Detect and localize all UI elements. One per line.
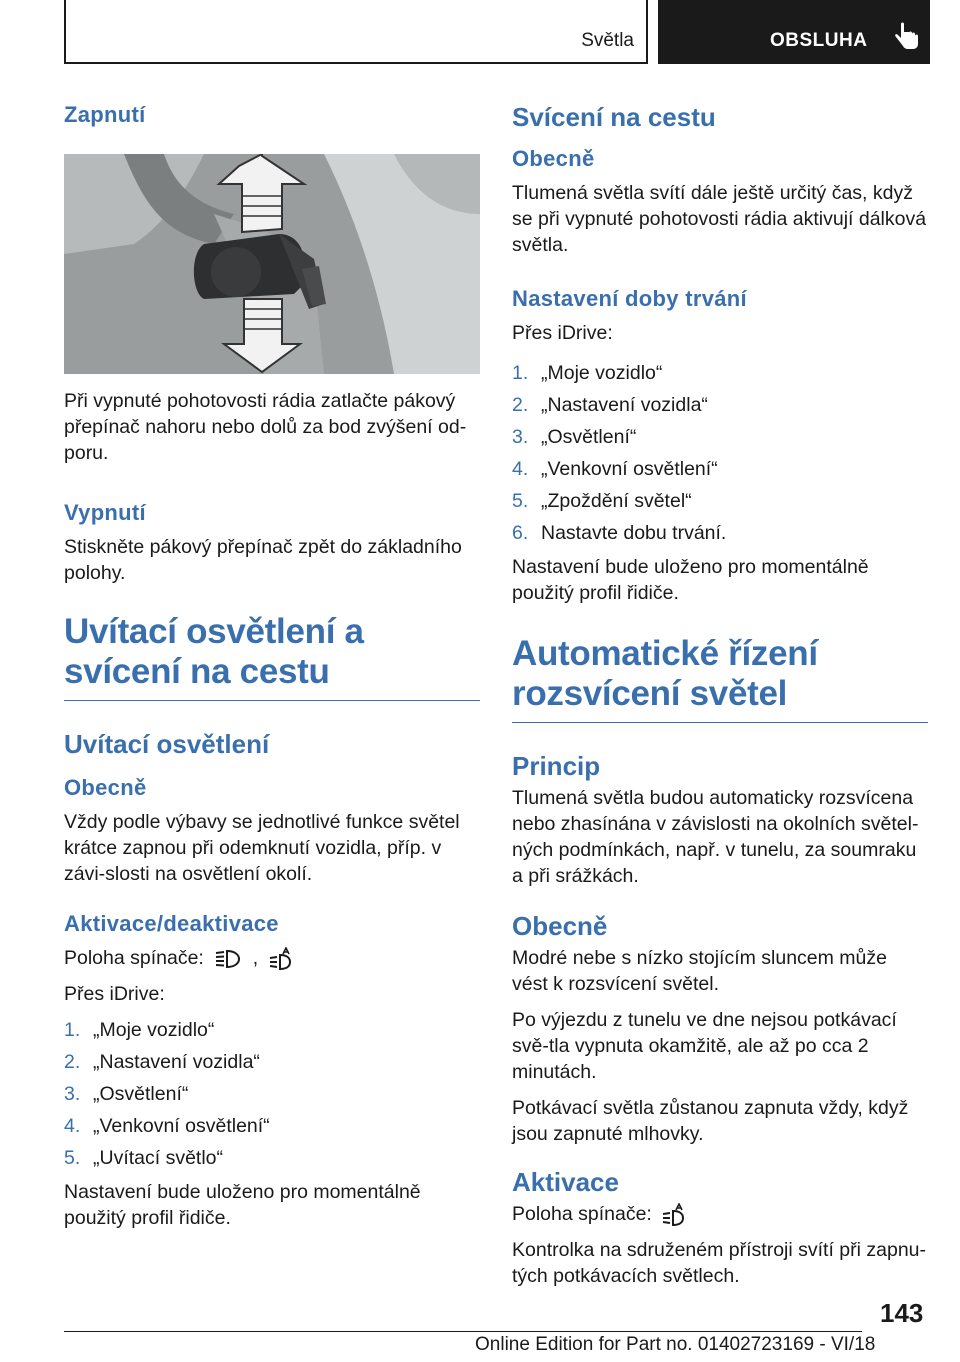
list-item: 1. „Moje vozidlo“ [512,362,663,384]
parking-lights-icon [213,948,243,970]
list-item: 4. „Venkovní osvětlení“ [64,1115,270,1137]
footer-edition: Online Edition for Part no. 01402723169 - VI/18 [475,1334,876,1355]
zapnuti-text: Při vypnuté pohotovosti rádia zatlačte pákový přepínač nahoru nebo dolů za bod zvýšení od-poru. [64,390,467,464]
list-item: 6. Nastavte dobu trvání. [512,522,727,544]
switch-label-right: Poloha spínače: [512,1203,652,1225]
heading-automaticke-rizeni: Automatické řízení rozsvícení světel [512,634,928,723]
idrive-right: Přes iDrive: [512,322,613,344]
obecne2-p1: Modré nebe s nízko stojícím sluncem může vést k rozsvícení světel. [512,947,887,995]
footer-divider [64,1331,862,1332]
obecne-right-text: Tlumená světla svítí dále ještě určitý čas, když se při vypnuté pohotovosti rádia aktivují dálková světla. [512,182,927,256]
list-item: 4. „Venkovní osvětlení“ [512,458,718,480]
steps-left [64,1017,480,1171]
steps-right [512,360,928,546]
list-item: 3. „Osvětlení“ [64,1083,189,1105]
switch-separator: , [252,947,259,969]
auto-headlight-icon [661,1203,687,1227]
list-item: 2. „Nastavení vozidla“ [512,394,708,416]
heading-zapnuti: Zapnutí [64,102,146,127]
heading-obecne-right: Obecně [512,146,595,171]
obecne2-p2: Po výjezdu z tunelu ve dne nejsou potkávací svě-tla vypnuta okamžitě, ale až po cca 2 minutách. [512,1009,897,1083]
list-item: 5. „Zpoždění světel“ [512,490,692,512]
pointing-hand-icon [894,22,920,50]
heading-uvitaci-osvetleni-svic: Uvítací osvětlení a svícení na cestu [64,612,480,701]
header-chapter-title: OBSLUHA [770,30,868,51]
header-chapter-tab [658,0,930,64]
heading-nastaveni-doby: Nastavení doby trvání [512,286,747,311]
list-item: 5. „Uvítací světlo“ [64,1147,224,1169]
list-item: 1. „Moje vozidlo“ [64,1019,215,1041]
saved-left: Nastavení bude uloženo pro momentálně použitý profil řidiče. [64,1181,421,1229]
switch-position-line [64,945,480,971]
header-section-title: Světla [581,30,634,51]
switch-position-line-right [512,1201,928,1227]
auto-headlight-icon [268,947,294,971]
vypnuti-text: Stiskněte pákový přepínač zpět do základního polohy. [64,536,462,584]
aktivace-text: Kontrolka na sdruženém přístroji svítí při zapnu-tých potkávacích světlech. [512,1239,927,1287]
left-column [64,100,480,1241]
lever-switch-photo [64,154,480,374]
switch-label: Poloha spínače: [64,947,204,969]
list-item: 3. „Osvětlení“ [512,426,637,448]
heading-uvitaci-osvetleni: Uvítací osvětlení [64,729,270,759]
heading-obecne-2: Obecně [512,911,608,941]
saved-right: Nastavení bude uloženo pro momentálně použitý profil řidiče. [512,556,869,604]
list-item: 2. „Nastavení vozidla“ [64,1051,260,1073]
idrive-left: Přes iDrive: [64,983,165,1005]
heading-svic-na-cestu: Svícení na cestu [512,102,716,132]
heading-princip: Princip [512,751,601,781]
heading-vypnuti: Vypnutí [64,500,146,525]
obecne-left-text: Vždy podle výbavy se jednotlivé funkce světel krátce zapnou při odemknutí vozidla, příp. v závi-slosti na osvětlení okolí. [64,811,460,885]
heading-aktivace-deaktivace: Aktivace/deaktivace [64,911,279,936]
header-section-tab [64,0,648,64]
heading-aktivace: Aktivace [512,1167,619,1197]
heading-obecne-left: Obecně [64,775,147,800]
princip-text: Tlumená světla budou automaticky rozsvícena nebo zhasínána v závislosti na okolních světel-ných podmínkách, např. v tunelu, za soumraku a při srážkách. [512,787,919,887]
obecne2-p3: Potkávací světla zůstanou zapnuta vždy, když jsou zapnuté mlhovky. [512,1097,909,1145]
right-column [512,100,928,1299]
page-number: 143 [880,1298,924,1328]
